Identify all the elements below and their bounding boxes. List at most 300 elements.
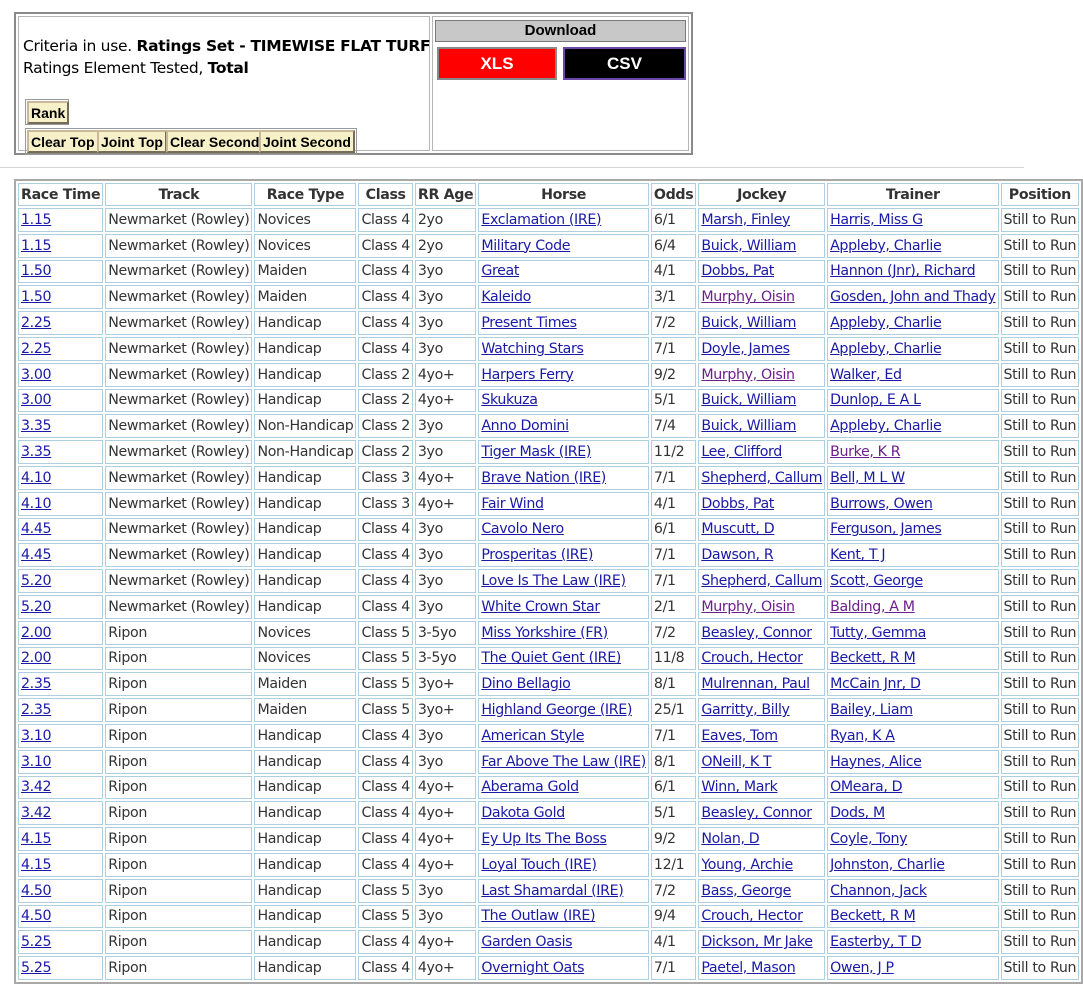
criteria-prefix: Criteria in use. [23, 37, 137, 55]
class-cell: Class 2 [358, 389, 412, 413]
trainer-link[interactable]: Haynes, Alice [830, 753, 922, 770]
class-cell: Class 4 [358, 518, 412, 542]
jockey-link[interactable]: Dobbs, Pat [701, 263, 775, 280]
trainer-cell [827, 285, 998, 309]
horse-link[interactable]: Cavolo Nero [481, 521, 564, 538]
clear-top-button[interactable]: Clear Top [27, 130, 99, 153]
class-cell: Class 2 [358, 414, 412, 438]
position-cell: Still to Run [1001, 621, 1080, 645]
clear-second-button[interactable]: Clear Second [166, 130, 263, 153]
race-type-cell: Handicap [254, 905, 356, 929]
track-cell: Ripon [105, 827, 252, 851]
col-class[interactable]: Class [358, 183, 412, 206]
class-cell: Class 4 [358, 853, 412, 877]
col-trainer[interactable]: Trainer [827, 183, 998, 206]
horse-cell [478, 466, 649, 490]
horse-cell [478, 492, 649, 516]
odds-cell: 8/1 [651, 750, 696, 774]
horse-link[interactable]: Brave Nation (IRE) [481, 469, 606, 486]
class-cell: Class 4 [358, 776, 412, 800]
age-cell: 3yo [415, 337, 476, 361]
horse-cell [478, 569, 649, 593]
race-time-link[interactable]: 1.50 [21, 263, 52, 280]
trainer-link[interactable]: Easterby, T D [830, 934, 922, 951]
age-cell: 3yo [415, 724, 476, 748]
rank-button-frame [25, 99, 69, 125]
trainer-link[interactable]: Beckett, R M [830, 650, 916, 667]
trainer-link[interactable]: Balding, A M [830, 598, 915, 615]
horse-link[interactable]: Anno Domini [481, 418, 569, 435]
trainer-link[interactable]: Ryan, K A [830, 727, 895, 744]
race-time-link[interactable]: 2.25 [21, 315, 52, 332]
filter-button-row [25, 128, 357, 155]
horse-link[interactable]: Great [481, 263, 520, 280]
col-jockey[interactable]: Jockey [698, 183, 825, 206]
track-cell: Newmarket (Rowley) [105, 234, 252, 258]
horse-link[interactable]: Dakota Gold [481, 805, 565, 822]
trainer-cell [827, 492, 998, 516]
table-row [18, 440, 1079, 464]
col-horse[interactable]: Horse [478, 183, 649, 206]
age-cell: 3yo+ [415, 698, 476, 722]
age-cell: 4yo+ [415, 492, 476, 516]
trainer-link[interactable]: Appleby, Charlie [830, 237, 942, 254]
jockey-link[interactable]: Shepherd, Callum [701, 573, 823, 590]
trainer-link[interactable]: Appleby, Charlie [830, 315, 942, 332]
track-cell: Newmarket (Rowley) [105, 285, 252, 309]
horse-link[interactable]: Loyal Touch (IRE) [481, 856, 597, 873]
race-time-link[interactable]: 4.15 [21, 831, 52, 848]
table-row [18, 363, 1079, 387]
horse-link[interactable]: Aberama Gold [481, 779, 579, 796]
trainer-link[interactable]: OMeara, D [830, 779, 903, 796]
race-time-link[interactable]: 3.42 [21, 779, 52, 796]
race-time-link[interactable]: 3.10 [21, 727, 52, 744]
track-cell: Newmarket (Rowley) [105, 311, 252, 335]
ratings-element-value: Total [207, 59, 249, 77]
race-time-link[interactable]: 4.10 [21, 469, 52, 486]
trainer-link[interactable]: Coyle, Tony [830, 831, 908, 848]
horse-cell [478, 208, 649, 232]
track-cell: Newmarket (Rowley) [105, 466, 252, 490]
position-cell: Still to Run [1001, 930, 1080, 954]
table-row [18, 827, 1079, 851]
trainer-link[interactable]: Channon, Jack [830, 882, 927, 899]
odds-cell: 2/1 [651, 595, 696, 619]
col-rr-age[interactable]: RR Age [415, 183, 476, 206]
race-time-link[interactable]: 4.50 [21, 882, 52, 899]
age-cell: 3yo [415, 905, 476, 929]
horse-link[interactable]: Kaleido [481, 289, 531, 306]
race-type-cell: Handicap [254, 930, 356, 954]
jockey-link[interactable]: Dickson, Mr Jake [701, 934, 813, 951]
race-time-link[interactable]: 3.42 [21, 805, 52, 822]
odds-cell: 6/4 [651, 234, 696, 258]
class-cell: Class 4 [358, 208, 412, 232]
results-table [14, 179, 1083, 984]
table-row [18, 208, 1079, 232]
position-cell: Still to Run [1001, 363, 1080, 387]
jockey-cell [698, 569, 825, 593]
horse-link[interactable]: Ey Up Its The Boss [481, 831, 607, 848]
track-cell: Newmarket (Rowley) [105, 389, 252, 413]
age-cell: 4yo+ [415, 853, 476, 877]
race-time-link[interactable]: 1.15 [21, 237, 52, 254]
horse-cell [478, 776, 649, 800]
jockey-cell [698, 647, 825, 671]
table-row [18, 466, 1079, 490]
track-cell: Ripon [105, 776, 252, 800]
jockey-link[interactable]: Marsh, Finley [701, 211, 791, 228]
jockey-link[interactable]: Muscutt, D [701, 521, 775, 538]
race-type-cell: Novices [254, 234, 356, 258]
race-time-cell [18, 414, 103, 438]
race-time-link[interactable]: 1.50 [21, 289, 52, 306]
class-cell: Class 4 [358, 234, 412, 258]
jockey-cell [698, 414, 825, 438]
race-time-link[interactable]: 5.20 [21, 573, 52, 590]
trainer-cell [827, 647, 998, 671]
jockey-cell [698, 801, 825, 825]
trainer-link[interactable]: Dunlop, E A L [830, 392, 921, 409]
trainer-link[interactable]: Burke, K R [830, 444, 901, 461]
joint-top-button[interactable]: Joint Top [97, 130, 167, 153]
jockey-link[interactable]: Buick, William [701, 315, 797, 332]
race-type-cell: Maiden [254, 698, 356, 722]
horse-link[interactable]: Love Is The Law (IRE) [481, 573, 626, 590]
age-cell: 3yo [415, 595, 476, 619]
trainer-link[interactable]: Bell, M L W [830, 469, 905, 486]
race-time-cell [18, 466, 103, 490]
horse-cell [478, 647, 649, 671]
age-cell: 3-5yo [415, 621, 476, 645]
race-time-link[interactable]: 3.35 [21, 418, 52, 435]
trainer-cell [827, 466, 998, 490]
odds-cell: 6/1 [651, 776, 696, 800]
race-time-link[interactable]: 3.00 [21, 392, 52, 409]
jockey-link[interactable]: Murphy, Oisin [701, 366, 795, 383]
odds-cell: 6/1 [651, 518, 696, 542]
jockey-link[interactable]: Nolan, D [701, 831, 760, 848]
jockey-link[interactable]: Bass, George [701, 882, 792, 899]
jockey-link[interactable]: Lee, Clifford [701, 444, 782, 461]
race-type-cell: Handicap [254, 389, 356, 413]
criteria-ratings-set [23, 37, 430, 55]
jockey-link[interactable]: Mulrennan, Paul [701, 676, 810, 693]
jockey-link[interactable]: Beasley, Connor [701, 624, 812, 641]
race-type-cell: Handicap [254, 956, 356, 980]
track-cell: Newmarket (Rowley) [105, 569, 252, 593]
odds-cell: 7/2 [651, 621, 696, 645]
trainer-link[interactable]: Appleby, Charlie [830, 340, 942, 357]
odds-cell: 7/4 [651, 414, 696, 438]
age-cell: 4yo+ [415, 389, 476, 413]
odds-cell: 4/1 [651, 260, 696, 284]
position-cell: Still to Run [1001, 518, 1080, 542]
race-time-link[interactable]: 4.45 [21, 521, 52, 538]
trainer-cell [827, 930, 998, 954]
race-time-link[interactable]: 2.35 [21, 702, 52, 719]
age-cell: 2yo [415, 208, 476, 232]
trainer-link[interactable]: Kent, T J [830, 547, 886, 564]
horse-link[interactable]: Tiger Mask (IRE) [481, 444, 592, 461]
trainer-link[interactable]: Gosden, John and Thady [830, 289, 996, 306]
jockey-link[interactable]: Murphy, Oisin [701, 598, 795, 615]
race-time-link[interactable]: 1.15 [21, 211, 52, 228]
table-row [18, 260, 1079, 284]
position-cell: Still to Run [1001, 440, 1080, 464]
jockey-link[interactable]: Shepherd, Callum [701, 469, 823, 486]
race-time-cell [18, 208, 103, 232]
trainer-link[interactable]: Scott, George [830, 573, 923, 590]
table-row [18, 776, 1079, 800]
horse-link[interactable]: Harpers Ferry [481, 366, 574, 383]
track-cell: Newmarket (Rowley) [105, 208, 252, 232]
jockey-cell [698, 905, 825, 929]
jockey-cell [698, 363, 825, 387]
trainer-link[interactable]: Beckett, R M [830, 908, 916, 925]
horse-link[interactable]: Miss Yorkshire (FR) [481, 624, 608, 641]
odds-cell: 7/1 [651, 956, 696, 980]
race-time-link[interactable]: 5.25 [21, 960, 52, 976]
table-row [18, 518, 1079, 542]
race-time-link[interactable]: 4.45 [21, 547, 52, 564]
horse-cell [478, 518, 649, 542]
horse-cell [478, 853, 649, 877]
position-cell: Still to Run [1001, 208, 1080, 232]
trainer-cell [827, 621, 998, 645]
odds-cell: 7/1 [651, 337, 696, 361]
race-time-cell [18, 672, 103, 696]
class-cell: Class 5 [358, 879, 412, 903]
position-cell: Still to Run [1001, 647, 1080, 671]
trainer-cell [827, 750, 998, 774]
horse-cell [478, 879, 649, 903]
col-odds[interactable]: Odds [651, 183, 696, 206]
position-cell: Still to Run [1001, 750, 1080, 774]
jockey-link[interactable]: Buick, William [701, 418, 797, 435]
race-time-cell [18, 724, 103, 748]
jockey-link[interactable]: Dawson, R [701, 547, 774, 564]
race-type-cell: Handicap [254, 543, 356, 567]
race-type-cell: Handicap [254, 801, 356, 825]
track-cell: Newmarket (Rowley) [105, 492, 252, 516]
table-row [18, 311, 1079, 335]
horse-link[interactable]: Highland George (IRE) [481, 702, 633, 719]
jockey-link[interactable]: Dobbs, Pat [701, 495, 775, 512]
trainer-link[interactable]: Ferguson, James [830, 521, 942, 538]
race-time-cell [18, 698, 103, 722]
position-cell: Still to Run [1001, 466, 1080, 490]
race-time-link[interactable]: 4.15 [21, 856, 52, 873]
horse-link[interactable]: Prosperitas (IRE) [481, 547, 594, 564]
class-cell: Class 4 [358, 260, 412, 284]
age-cell: 4yo+ [415, 956, 476, 980]
trainer-cell [827, 905, 998, 929]
horse-link[interactable]: The Outlaw (IRE) [481, 908, 596, 925]
race-time-cell [18, 518, 103, 542]
horse-link[interactable]: The Quiet Gent (IRE) [481, 650, 621, 667]
horse-link[interactable]: Exclamation (IRE) [481, 211, 602, 228]
trainer-cell [827, 698, 998, 722]
download-xls-button[interactable]: XLS [437, 47, 557, 80]
race-time-link[interactable]: 3.00 [21, 366, 52, 383]
col-race-time[interactable]: Race Time [18, 183, 103, 206]
horse-link[interactable]: Last Shamardal (IRE) [481, 882, 624, 899]
jockey-link[interactable]: Crouch, Hector [701, 908, 803, 925]
race-type-cell: Maiden [254, 260, 356, 284]
table-row [18, 930, 1079, 954]
race-time-cell [18, 956, 103, 980]
jockey-link[interactable]: Eaves, Tom [701, 727, 778, 744]
trainer-cell [827, 543, 998, 567]
age-cell: 3yo [415, 543, 476, 567]
jockey-cell [698, 234, 825, 258]
track-cell: Newmarket (Rowley) [105, 260, 252, 284]
jockey-link[interactable]: Beasley, Connor [701, 805, 812, 822]
race-time-link[interactable]: 4.50 [21, 908, 52, 925]
trainer-link[interactable]: Appleby, Charlie [830, 418, 942, 435]
odds-cell: 9/2 [651, 827, 696, 851]
trainer-cell [827, 208, 998, 232]
race-time-link[interactable]: 3.35 [21, 444, 52, 461]
race-type-cell: Non-Handicap [254, 414, 356, 438]
trainer-link[interactable]: Tutty, Gemma [830, 624, 926, 641]
download-csv-button[interactable]: CSV [563, 47, 686, 80]
horse-link[interactable]: American Style [481, 727, 585, 744]
jockey-link[interactable]: Paetel, Mason [701, 960, 796, 976]
horse-link[interactable]: Military Code [481, 237, 571, 254]
race-time-link[interactable]: 5.20 [21, 598, 52, 615]
race-time-link[interactable]: 4.10 [21, 495, 52, 512]
table-row [18, 905, 1079, 929]
jockey-link[interactable]: Murphy, Oisin [701, 289, 795, 306]
track-cell: Newmarket (Rowley) [105, 518, 252, 542]
track-cell: Ripon [105, 724, 252, 748]
horse-link[interactable]: Present Times [481, 315, 577, 332]
race-type-cell: Handicap [254, 724, 356, 748]
joint-second-button[interactable]: Joint Second [259, 130, 355, 153]
race-time-cell [18, 543, 103, 567]
trainer-link[interactable]: Hannon (Jnr), Richard [830, 263, 976, 280]
class-cell: Class 5 [358, 905, 412, 929]
track-cell: Ripon [105, 621, 252, 645]
race-time-link[interactable]: 2.00 [21, 650, 52, 667]
race-time-cell [18, 879, 103, 903]
col-position[interactable]: Position [1001, 183, 1080, 206]
trainer-link[interactable]: Burrows, Owen [830, 495, 933, 512]
trainer-link[interactable]: Bailey, Liam [830, 702, 913, 719]
table-row [18, 569, 1079, 593]
trainer-link[interactable]: McCain Jnr, D [830, 676, 921, 693]
jockey-link[interactable]: Winn, Mark [701, 779, 778, 796]
class-cell: Class 4 [358, 930, 412, 954]
track-cell: Newmarket (Rowley) [105, 337, 252, 361]
race-type-cell: Handicap [254, 518, 356, 542]
table-row [18, 234, 1079, 258]
race-time-link[interactable]: 2.35 [21, 676, 52, 693]
track-cell: Ripon [105, 750, 252, 774]
jockey-link[interactable]: Garritty, Billy [701, 702, 790, 719]
jockey-cell [698, 879, 825, 903]
jockey-link[interactable]: ONeill, K T [701, 753, 772, 770]
horse-cell [478, 801, 649, 825]
trainer-link[interactable]: Johnston, Charlie [830, 856, 945, 873]
horse-link[interactable]: Overnight Oats [481, 960, 585, 976]
position-cell: Still to Run [1001, 827, 1080, 851]
class-cell: Class 4 [358, 337, 412, 361]
horse-link[interactable]: Far Above The Law (IRE) [481, 753, 646, 770]
horse-link[interactable]: Watching Stars [481, 340, 584, 357]
race-time-link[interactable]: 3.10 [21, 753, 52, 770]
race-type-cell: Non-Handicap [254, 440, 356, 464]
table-row [18, 543, 1079, 567]
track-cell: Newmarket (Rowley) [105, 414, 252, 438]
horse-cell [478, 389, 649, 413]
odds-cell: 11/2 [651, 440, 696, 464]
trainer-cell [827, 776, 998, 800]
age-cell: 4yo+ [415, 827, 476, 851]
table-row [18, 801, 1079, 825]
jockey-link[interactable]: Young, Archie [701, 856, 793, 873]
download-box [432, 16, 689, 151]
horse-link[interactable]: Dino Bellagio [481, 676, 571, 693]
table-row [18, 879, 1079, 903]
jockey-cell [698, 389, 825, 413]
trainer-link[interactable]: Dods, M [830, 805, 885, 822]
jockey-cell [698, 518, 825, 542]
jockey-link[interactable]: Buick, William [701, 392, 797, 409]
race-time-link[interactable]: 2.00 [21, 624, 52, 641]
trainer-cell [827, 363, 998, 387]
position-cell: Still to Run [1001, 672, 1080, 696]
position-cell: Still to Run [1001, 698, 1080, 722]
odds-cell: 7/1 [651, 724, 696, 748]
trainer-link[interactable]: Owen, J P [830, 960, 894, 976]
race-type-cell: Handicap [254, 492, 356, 516]
race-time-cell [18, 827, 103, 851]
table-row [18, 672, 1079, 696]
trainer-cell [827, 569, 998, 593]
criteria-ratings-element [23, 59, 249, 77]
position-cell: Still to Run [1001, 389, 1080, 413]
age-cell: 3yo [415, 285, 476, 309]
race-type-cell: Handicap [254, 776, 356, 800]
jockey-link[interactable]: Doyle, James [701, 340, 790, 357]
horse-link[interactable]: White Crown Star [481, 598, 600, 615]
trainer-link[interactable]: Walker, Ed [830, 366, 902, 383]
horse-link[interactable]: Garden Oasis [481, 934, 573, 951]
jockey-link[interactable]: Buick, William [701, 237, 797, 254]
race-time-cell [18, 930, 103, 954]
race-time-link[interactable]: 2.25 [21, 340, 52, 357]
track-cell: Ripon [105, 647, 252, 671]
trainer-link[interactable]: Harris, Miss G [830, 211, 923, 228]
age-cell: 3yo [415, 879, 476, 903]
rank-button[interactable]: Rank [27, 101, 69, 124]
horse-link[interactable]: Fair Wind [481, 495, 544, 512]
race-time-link[interactable]: 5.25 [21, 934, 52, 951]
horse-link[interactable]: Skukuza [481, 392, 538, 409]
col-race-type[interactable]: Race Type [254, 183, 356, 206]
class-cell: Class 2 [358, 363, 412, 387]
jockey-cell [698, 543, 825, 567]
age-cell: 4yo+ [415, 466, 476, 490]
jockey-link[interactable]: Crouch, Hector [701, 650, 803, 667]
race-type-cell: Handicap [254, 595, 356, 619]
odds-cell: 9/4 [651, 905, 696, 929]
col-track[interactable]: Track [105, 183, 252, 206]
